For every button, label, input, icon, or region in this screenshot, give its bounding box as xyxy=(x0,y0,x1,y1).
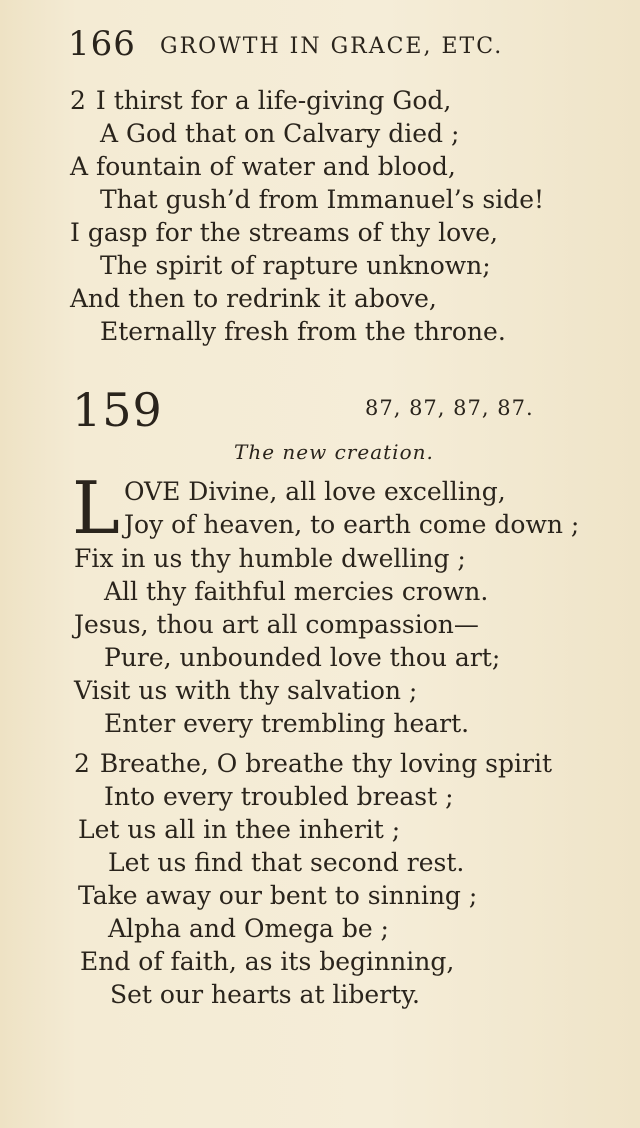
verse-line xyxy=(74,749,552,779)
page-header xyxy=(68,22,588,66)
verse-line: OVE Divine, all love excelling, xyxy=(124,477,506,506)
verse-line: Enter every trembling heart. xyxy=(104,709,470,738)
verse-line: Fix in us thy humble dwelling ; xyxy=(74,544,466,573)
hymn-meter: 87, 87, 87, 87. xyxy=(365,396,534,420)
verse-line: Set our hearts at liberty. xyxy=(110,980,420,1009)
verse-line: Visit us with thy salvation ; xyxy=(74,676,418,705)
verse-line: Let us find that second rest. xyxy=(108,848,465,877)
verse-line: That gush’d from Immanuel’s side! xyxy=(100,185,545,214)
hymn-number: 159 xyxy=(72,383,163,437)
verse-line: The spirit of rapture unknown; xyxy=(100,251,491,280)
verse-line: Jesus, thou art all compassion— xyxy=(74,610,479,639)
verse-line: A God that on Calvary died ; xyxy=(100,119,460,148)
stanza-number: 2 xyxy=(70,86,86,115)
verse-text: Breathe, O breathe thy loving spirit xyxy=(99,749,553,778)
verse-line: And then to redrink it above, xyxy=(70,284,437,313)
verse-line: Pure, unbounded love thou art; xyxy=(104,643,501,672)
verse-text: I thirst for a life-giving God, xyxy=(95,86,452,115)
verse-line: A fountain of water and blood, xyxy=(70,152,456,181)
verse-line: End of faith, as its beginning, xyxy=(80,947,455,976)
verse-line: Let us all in thee inherit ; xyxy=(78,815,401,844)
verse-line: Take away our bent to sinning ; xyxy=(78,881,478,910)
stanza-number: 2 xyxy=(74,749,90,778)
verse-line: I gasp for the streams of thy love, xyxy=(70,218,498,247)
hymn-subtitle: The new creation. xyxy=(234,440,434,464)
verse-line: All thy faithful mercies crown. xyxy=(104,577,489,606)
verse-line xyxy=(70,86,451,116)
page-number: 166 xyxy=(68,24,136,64)
verse-line: Joy of heaven, to earth come down ; xyxy=(124,510,580,539)
verse-line: Into every troubled breast ; xyxy=(104,782,454,811)
running-head: GROWTH IN GRACE, ETC. xyxy=(160,34,504,59)
drop-cap: L xyxy=(72,466,120,550)
verse-line: Alpha and Omega be ; xyxy=(108,914,389,943)
verse-line: Eternally fresh from the throne. xyxy=(100,317,506,346)
